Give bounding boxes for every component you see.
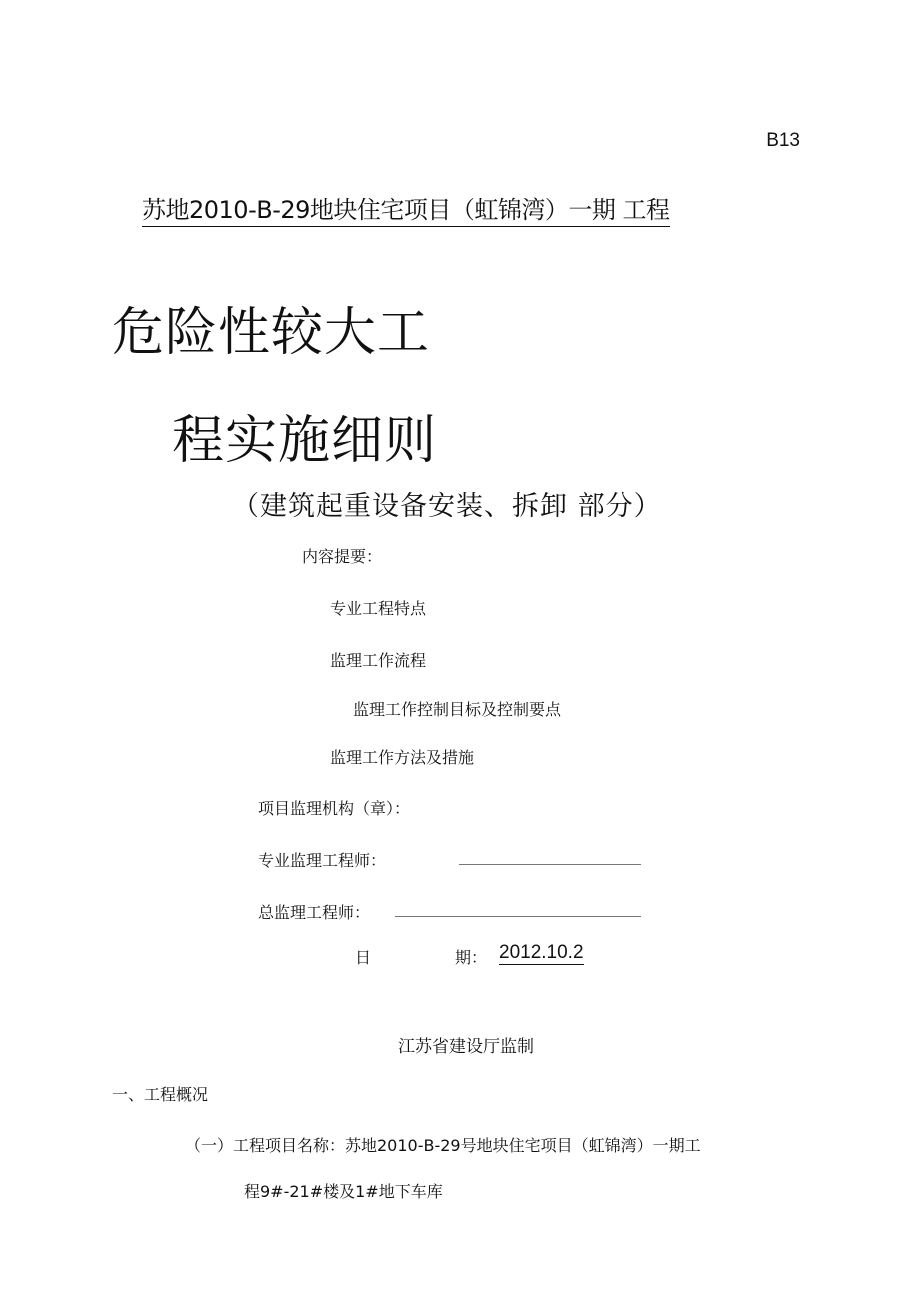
chief-signature-line [395, 916, 641, 917]
section-heading: 一、工程概况 [112, 1085, 209, 1104]
contents-item: 监理工作方法及措施 [330, 748, 475, 767]
project-name: 苏地2010-B-29地块住宅项目（虹锦湾）一期 工程 [142, 190, 670, 227]
document-code: B13 [766, 130, 800, 151]
specialist-signature-line [459, 864, 641, 865]
issuer: 江苏省建设厅监制 [398, 1037, 534, 1057]
contents-item: 监理工作控制目标及控制要点 [353, 700, 562, 719]
date-value: 2012.10.2 [499, 942, 584, 963]
title-line-2: 程实施细则 [172, 411, 438, 471]
title-line-1: 危险性较大工 [112, 303, 431, 363]
date-label-char-2: 期： [455, 948, 488, 967]
paragraph-line-2: 程9#-21#楼及1#地下车库 [244, 1182, 443, 1201]
specialist-engineer-label: 专业监理工程师： [258, 851, 387, 870]
contents-item: 监理工作流程 [330, 651, 427, 670]
org-label: 项目监理机构（章）： [258, 799, 411, 818]
contents-item: 专业工程特点 [330, 599, 427, 618]
contents-label: 内容提要： [302, 547, 383, 566]
chief-engineer-label: 总监理工程师： [258, 903, 371, 922]
subtitle: （建筑起重设备安装、拆卸 部分） [232, 491, 662, 522]
date-label-char-1: 日 [355, 948, 372, 967]
paragraph-line-1: （一）工程项目名称：苏地2010-B-29号地块住宅项目（虹锦湾）一期工 [185, 1136, 701, 1155]
